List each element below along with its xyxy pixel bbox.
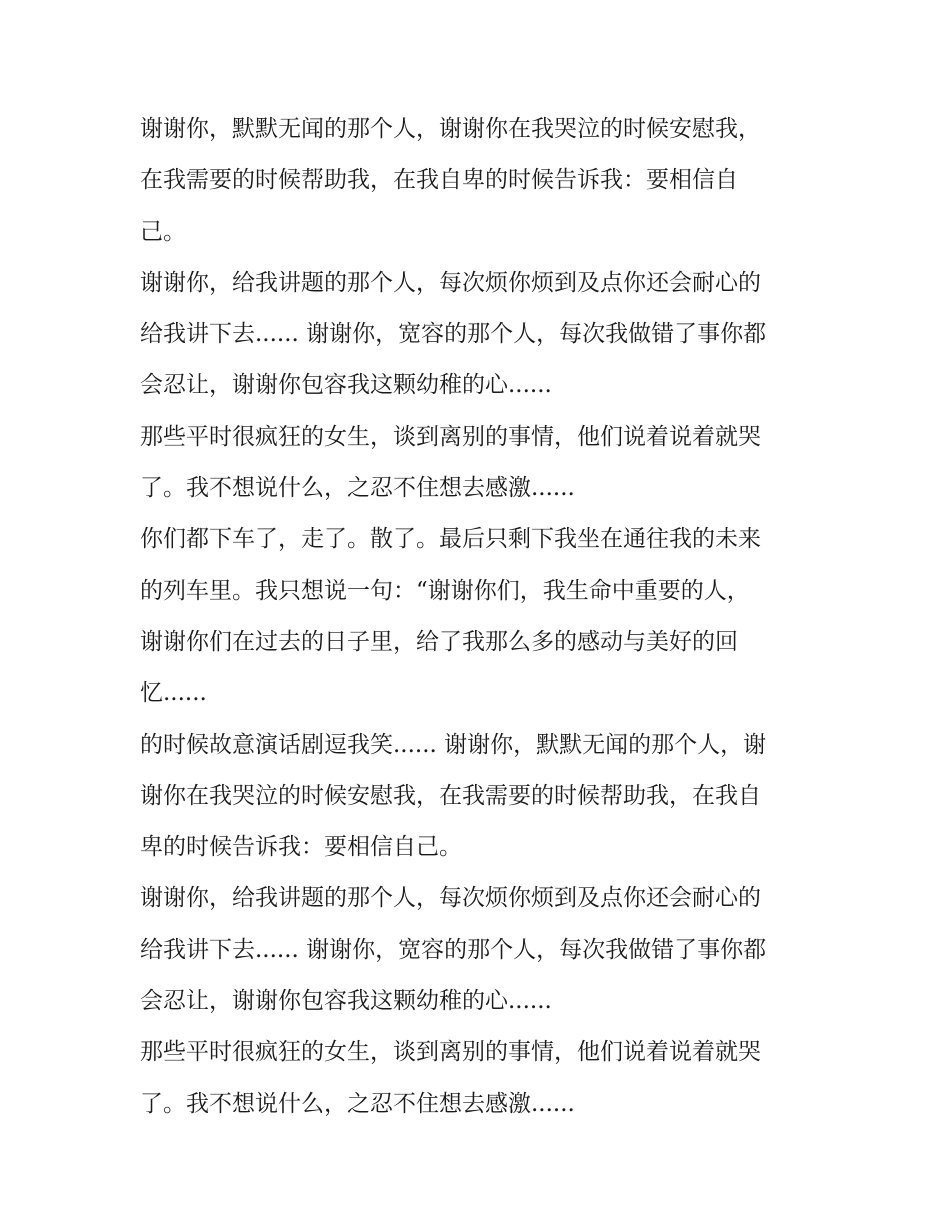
text-line: 谢你在我哭泣的时候安慰我，在我需要的时候帮助我，在我自 bbox=[140, 782, 761, 809]
text-line: 己。 bbox=[140, 218, 186, 245]
text-line: 谢谢你，给我讲题的那个人，每次烦你烦到及点你还会耐心的 bbox=[140, 885, 761, 912]
text-line: 了。我不想说什么，之忍不住想去感激...... bbox=[140, 1090, 575, 1117]
text-line: 那些平时很疯狂的女生，谈到离别的事情，他们说着说着就哭 bbox=[140, 1039, 761, 1066]
text-line: 了。我不想说什么，之忍不住想去感激...... bbox=[140, 475, 575, 502]
text-line: 谢谢你，默默无闻的那个人，谢谢你在我哭泣的时候安慰我， bbox=[140, 116, 761, 142]
text-line: 会忍让，谢谢你包容我这颗幼稚的心...... bbox=[140, 988, 552, 1015]
text-line: 在我需要的时候帮助我，在我自卑的时候告诉我：要相信自 bbox=[140, 167, 738, 194]
text-line: 谢谢你，给我讲题的那个人，每次烦你烦到及点你还会耐心的 bbox=[140, 269, 761, 296]
text-line: 卑的时候告诉我：要相信自己。 bbox=[140, 834, 462, 861]
text-line: 你们都下车了，走了。散了。最后只剩下我坐在通往我的未来 bbox=[140, 526, 761, 553]
text-line: 给我讲下去...... 谢谢你，宽容的那个人，每次我做错了事你都 bbox=[140, 936, 767, 963]
text-line: 给我讲下去...... 谢谢你，宽容的那个人，每次我做错了事你都 bbox=[140, 321, 767, 348]
text-line: 那些平时很疯狂的女生，谈到离别的事情，他们说着说着就哭 bbox=[140, 423, 761, 450]
text-line: 的时候故意演话剧逗我笑...... 谢谢你，默默无闻的那个人，谢 bbox=[140, 731, 767, 758]
text-line: 谢谢你们在过去的日子里，给了我那么多的感动与美好的回 bbox=[140, 628, 738, 655]
text-line: 忆...... bbox=[140, 680, 207, 707]
document-body bbox=[140, 104, 820, 1130]
text-line: 的列车里。我只想说一句：“谢谢你们，我生命中重要的人， bbox=[140, 577, 750, 604]
text-line: 会忍让，谢谢你包容我这颗幼稚的心...... bbox=[140, 372, 552, 399]
